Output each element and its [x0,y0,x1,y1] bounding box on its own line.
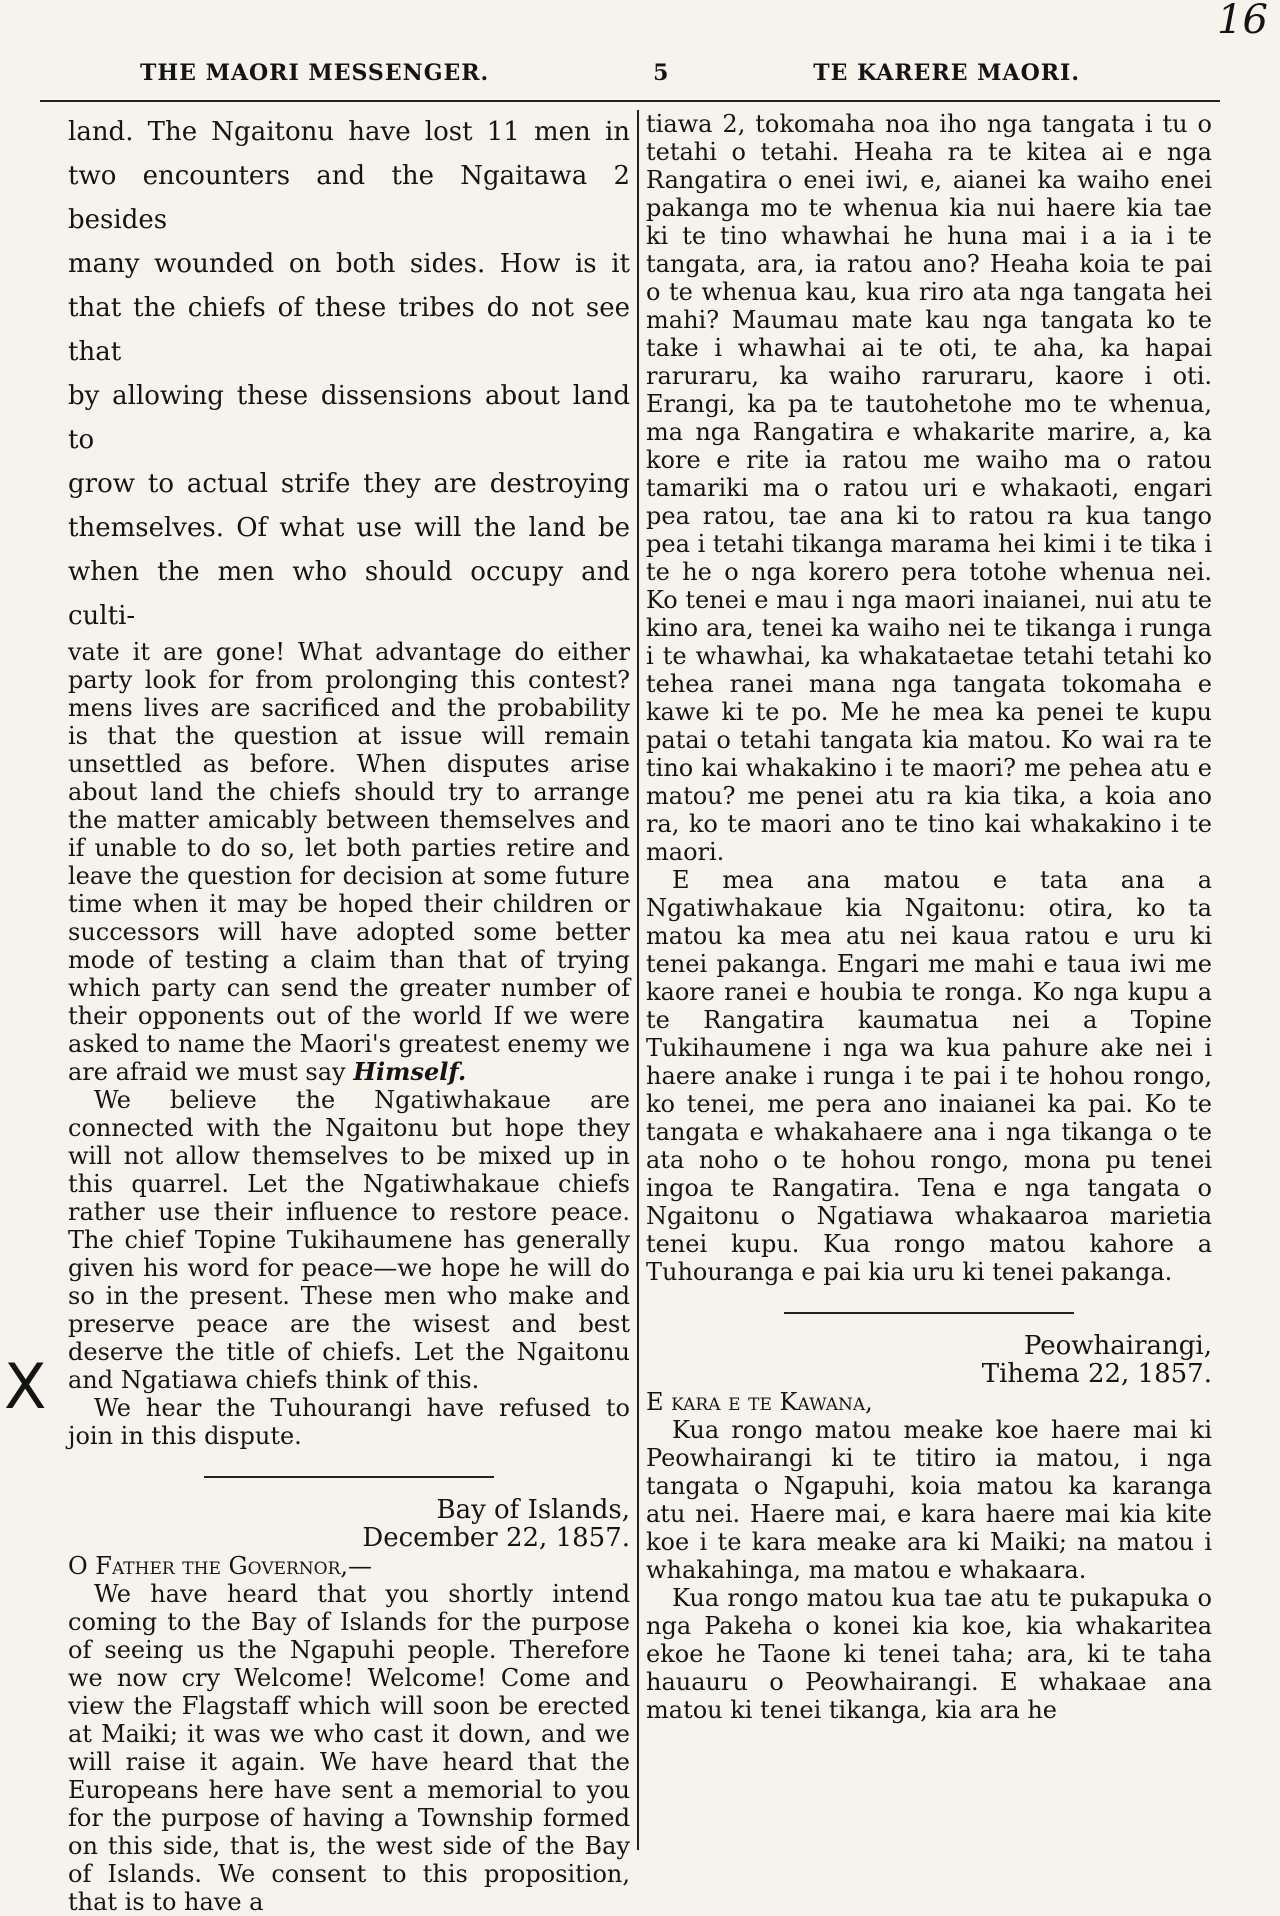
letter-date: December 22, 1857. [362,1523,630,1553]
maori-article-paragraph-2: E mea ana matou e tata ana a Ngatiwhakaue kia Ngaitonu: otira, ko ta matou ka mea atu nei kaua ratou e uru ki tenei pakanga. Engari me mahi e taua iwi me kaore ranei e houbia te ronga. Ko nga kupu a te Rangatira kaumatua nei a Topine Tukihaumene i nga wa kua pahure ake nei i haere anake i runga i te pai i te hohou rongo, ko tenei, me pera ano inaianei ka pai. Ko te tangata e whakahaere ana i nga tikanga o te ata noho o te hohou rongo, mona pu tenei ingoa te Rangatira. Tena e nga tangata o Ngaitonu o Ngatiawa whakaaroa marietia tenei kupu. Kua rongo matou kahore a Tuhouranga e pai kia uru ki tenei pakanga. [646,866,1212,1286]
masthead [40,48,1220,98]
masthead-rule [40,100,1220,102]
reta-paragraph-2: Kua rongo matou kua tae atu te pukapuka o nga Pakeha o konei kia koe, kia whakaritea ekoe he Taone ki tenei taha; ara, ki te taha hauauru o Peowhairangi. E whakaae ana matou ki tenei tikanga, kia ara he [646,1584,1212,1724]
english-article-opening [68,110,630,638]
handwritten-page-number: 16 [1217,0,1268,43]
right-column-maori [646,110,1212,1724]
english-article-text: vate it are gone! What advantage do either party look for from prolonging this contest? mens lives are sacrificed and the probability is that the question at issue will remain unsettled as before. When disputes arise about land the chiefs should try to arrange the matter amicably between themselves and if unable to do so, let both parties retire and leave the question for decision at some future time when it may be hoped their children or successors will have adopted some better mode of testing a claim than that of trying which party can send the greater number of their opponents out of the world If we were asked to name the Maori's greatest enemy we are afraid we must say [68,638,630,1086]
english-article-line: that the chiefs of these tribes do not see that [68,293,630,367]
english-article-line: land. The Ngaitonu have lost 11 men in [68,117,630,147]
emphasis-himself: Himself. [353,1057,467,1086]
masthead-issue-number: 5 [653,60,670,86]
maori-article-paragraph: tiawa 2, tokomaha noa iho nga tangata i tu o tetahi o tetahi. Heaha ra te kitea ai e nga Rangatira o enei iwi, e, aianei ka waiho enei pakanga mo te whenua kia nui haere kia tae ki te tino whawhai he huna mai i a ia i te tangata, ara, ia ratou ano? Heaha koia te pai o te whenua kau, kua riro ata nga tangata hei mahi? Maumau mate kau nga tangata ko te take i whawhai ai te oti, te aha, ka hapai raruraru, ka waiho raruraru, kaore i oti. Erangi, ka pa te tautohetohe mo te whenua, ma nga Rangatira e whakarite marire, a, ka kore e rite ia ratou me waiho ma o ratou tamariki ma o ratou uri e whakaoti, engari pea ratou, tae ana ki to ratou ra kua tango pea i tetahi tikanga marama hei kimi i te tika i te he o nga korero pera totohe whenua nei. Ko tenei e mau i nga maori inaianei, nui atu te kino ara, tenei ka waiho nei te tikanga i runga i te whawhai, ka whakataetae tetahi tetahi ko tehea ranei mana nga tangata tokomaha e kawe ki te po. Me he mea ka penei te kupu patai o tetahi tangata kia matou. Ko wai ra te tino kai whakakino i te maori? me pehea atu e matou? me penei atu ra kia tika, a koia ano ra, ko te maori ano te tino kai whakakino i te maori. [646,110,1212,866]
english-article-line: by allowing these dissensions about land to [68,381,630,455]
reta-place: Peowhairangi, [1023,1331,1212,1361]
section-separator [784,1312,1074,1314]
english-article-paragraph-2: We believe the Ngatiwhakaue are connected with the Ngaitonu but hope they will not allow themselves to be mixed up in this quarrel. Let the Ngatiwhakaue chiefs rather use their influence to restore peace. The chief Topine Tukihaumene has generally given his word for peace—we hope he will do so in the present. These men who make and preserve peace are the wisest and best deserve the title of chiefs. Let the Ngaitonu and Ngatiawa chiefs think of this. [68,1086,630,1394]
masthead-english-title: THE MAORI MESSENGER. [140,60,490,86]
english-article-paragraph [68,638,630,1086]
column-divider [637,110,639,1850]
letter-paragraph: We have heard that you shortly intend coming to the Bay of Islands for the purpose of seeing us the Ngapuhi people. Therefore we now cry Welcome! Welcome! Come and view the Flagstaff which will soon be erected at Maiki; it was we who cast it down, and we will raise it again. We have heard that the Europeans here have sent a memorial to you for the purpose of having a Township formed on this side, that is, the west side of the Bay of Islands. We consent to this proposition, that is to have a [68,1580,630,1916]
left-column-english [68,110,630,1916]
letter-place: Bay of Islands, [436,1495,630,1525]
margin-x-mark: X [4,1350,47,1423]
english-article-line: two encounters and the Ngaitawa 2 besides [68,161,630,235]
reta-date: Tihema 22, 1857. [981,1359,1212,1389]
section-separator [204,1476,494,1478]
english-article-line: when the men who should occupy and culti- [68,557,630,631]
english-article-line: themselves. Of what use will the land be [68,513,630,543]
english-article-line: grow to actual strife they are destroying [68,469,630,499]
letter-salutation: O Father the Governor,— [68,1552,373,1580]
masthead-maori-title: TE KARERE MAORI. [813,60,1080,86]
reta-paragraph: Kua rongo matou meake koe haere mai ki Peowhairangi ki te titiro ia matou, i nga tangata o Ngapuhi, koia matou ka karanga atu nei. Haere mai, e kara haere mai kia kite koe i te kara meake ara ki Maiki; na matou i whakahinga, ma matou e whakaara. [646,1416,1212,1584]
english-article-paragraph-3: We hear the Tuhourangi have refused to join in this dispute. [68,1394,630,1450]
reta-salutation: E kara e te Kawana, [646,1388,873,1416]
english-article-line: many wounded on both sides. How is it [68,249,630,279]
